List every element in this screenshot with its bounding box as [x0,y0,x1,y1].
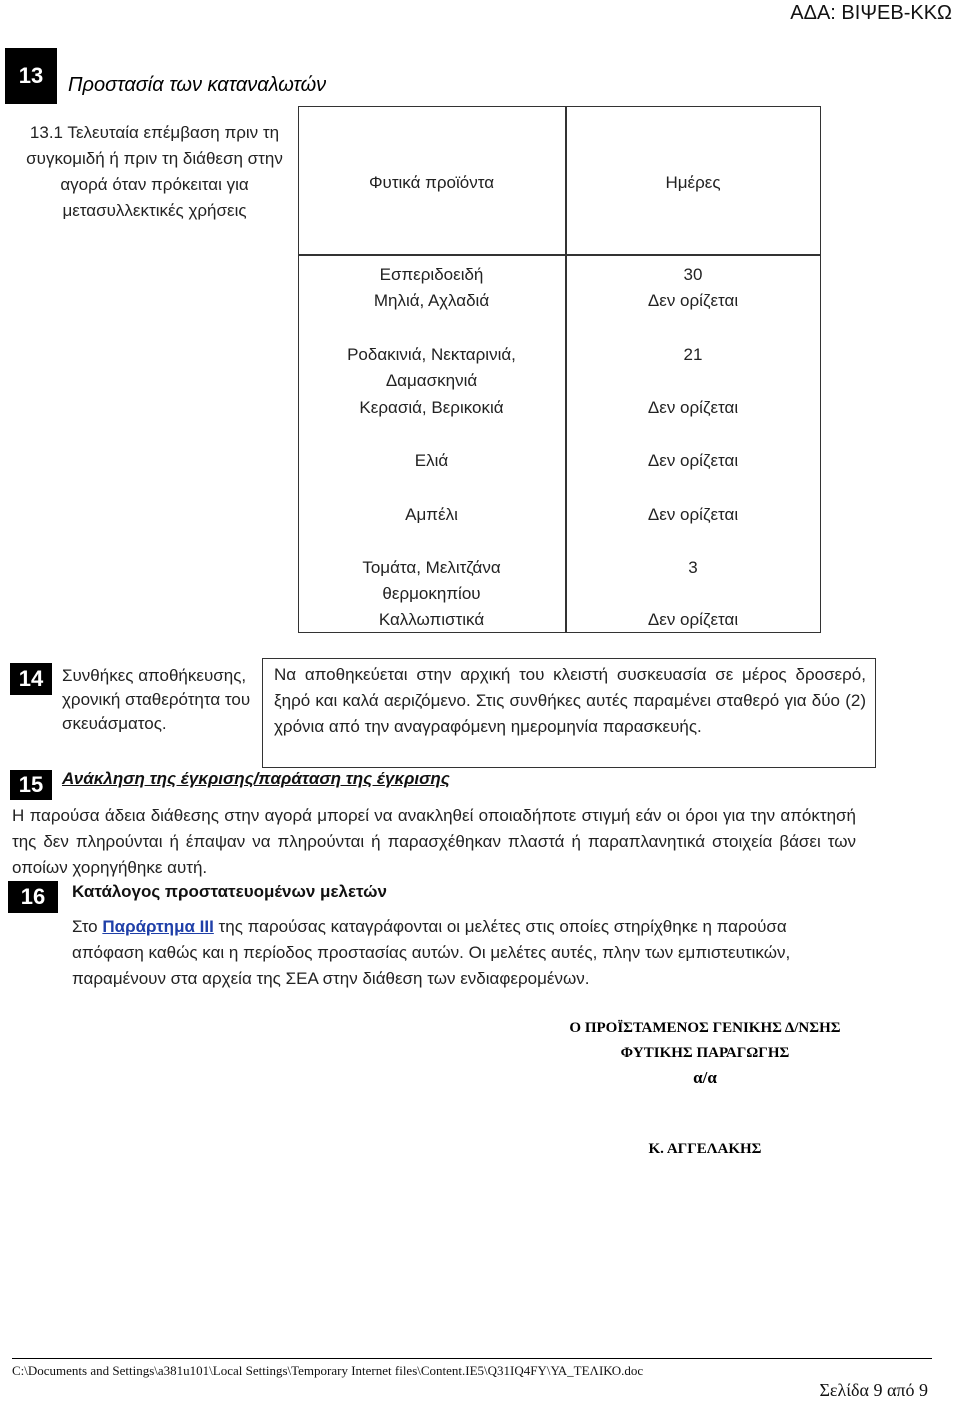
page-number: Σελίδα 9 από 9 [819,1380,928,1400]
section-14-label: Συνθήκες αποθήκευσης, χρονική σταθερότητα του σκευάσματος. [62,666,251,733]
table-cell-days: 21 [683,345,703,364]
signature-title-line1: Ο ΠΡΟΪΣΤΑΜΕΝΟΣ ΓΕΝΙΚΗΣ Δ/ΝΣΗΣ [569,1020,841,1036]
table-cell-product: Μηλιά, Αχλαδιά [373,291,490,310]
table-cell-days: Δεν ορίζεται [647,291,739,310]
section-13-title: Προστασία των καταναλωτών [68,74,327,96]
table-cell-days: Δεν ορίζεται [647,505,739,524]
table-header-products: Φυτικά προϊόντα [368,173,495,192]
section-16-text-before: Στο [72,917,103,936]
signature-name: Κ. ΑΓΓΕΛΑΚΗΣ [648,1141,762,1157]
table-cell-days: Δεν ορίζεται [647,398,739,417]
table-cell-product: Εσπεριδοειδή [379,265,484,284]
table-cell-product: Αμπέλι [405,505,458,524]
section-14-number: 14 [10,663,52,695]
signature-title-line3: α/α [693,1068,717,1087]
section-13-number: 13 [5,48,57,104]
footer-divider [12,1358,932,1359]
subsection-13-1-label: 13.1 Τελευταία επέμβαση πριν τη συγκομιδή ή πριν τη διάθεση στην αγορά όταν πρόκειται για μετασυλλεκτικές χρήσεις [26,123,283,220]
section-15-number: 15 [10,770,52,800]
table-cell-days: 30 [683,265,703,284]
table-header-days: Ημέρες [665,173,721,192]
table-cell-days: 3 [688,558,698,577]
ada-code: ΑΔΑ: ΒΙΨΕΒ-ΚΚΩ [790,2,952,24]
section-16-text-after: της παρούσας καταγράφονται οι μελέτες στις οποίες στηρίχθηκε η παρούσα απόφαση καθώς και η περίοδος προστασίας αυτών. Οι μελέτες αυτές, πλην των εμπιστευτικών, παραμένουν στα αρχεία της ΣΕΑ στην διάθεση των ενδιαφερομένων. [72,917,791,988]
table-cell-product: Ροδακινιά, Νεκταρινιά, Δαμασκηνιά [347,345,516,390]
footer-file-path: C:\Documents and Settings\a381u101\Local Settings\Temporary Internet files\Content.IE5\Q31IQ4FY\ΥΑ_ΤΕΛΙΚΟ.doc [12,1363,644,1378]
annex-iii-link[interactable]: Παράρτημα ΙΙΙ [102,917,214,936]
section-16-text [72,914,832,992]
section-16-number: 16 [8,881,58,913]
section-14-text: Να αποθηκεύεται στην αρχική του κλειστή συσκευασία σε μέρος δροσερό, ξηρό και καλά αεριζόμενο. Στις συνθήκες αυτές παραμένει σταθερό για δύο (2) χρόνια από την αναγραφόμενη ημερομηνία παρασκευής. [274,665,866,736]
section-16-title: Κατάλογος προστατευομένων μελετών [72,882,387,901]
table-cell-days: Δεν ορίζεται [647,451,739,470]
table-cell-product: Ελιά [414,451,449,470]
section-15-title: Ανάκληση της έγκρισης/παράταση της έγκρισης [62,769,450,788]
table-cell-product: Κερασιά, Βερικοκιά [359,398,504,417]
signature-title-line2: ΦΥΤΙΚΗΣ ΠΑΡΑΓΩΓΗΣ [620,1045,790,1061]
table-cell-product: Τομάτα, Μελιτζάνα θερμοκηπίου [362,558,501,603]
section-15-text: Η παρούσα άδεια διάθεσης στην αγορά μπορεί να ανακληθεί οποιαδήποτε στιγμή εάν οι όροι για την απόκτησή της δεν πληρούνται ή έπαψαν να πληρούνται ή παρασχέθηκαν πλαστά ή παραπλανητικά στοιχεία βάσει των οποίων χορηγήθηκε αυτή. [12,806,856,877]
table-cell-product: Καλλωπιστικά [378,610,485,629]
table-cell-days: Δεν ορίζεται [647,610,739,629]
table-header-divider [298,254,820,256]
